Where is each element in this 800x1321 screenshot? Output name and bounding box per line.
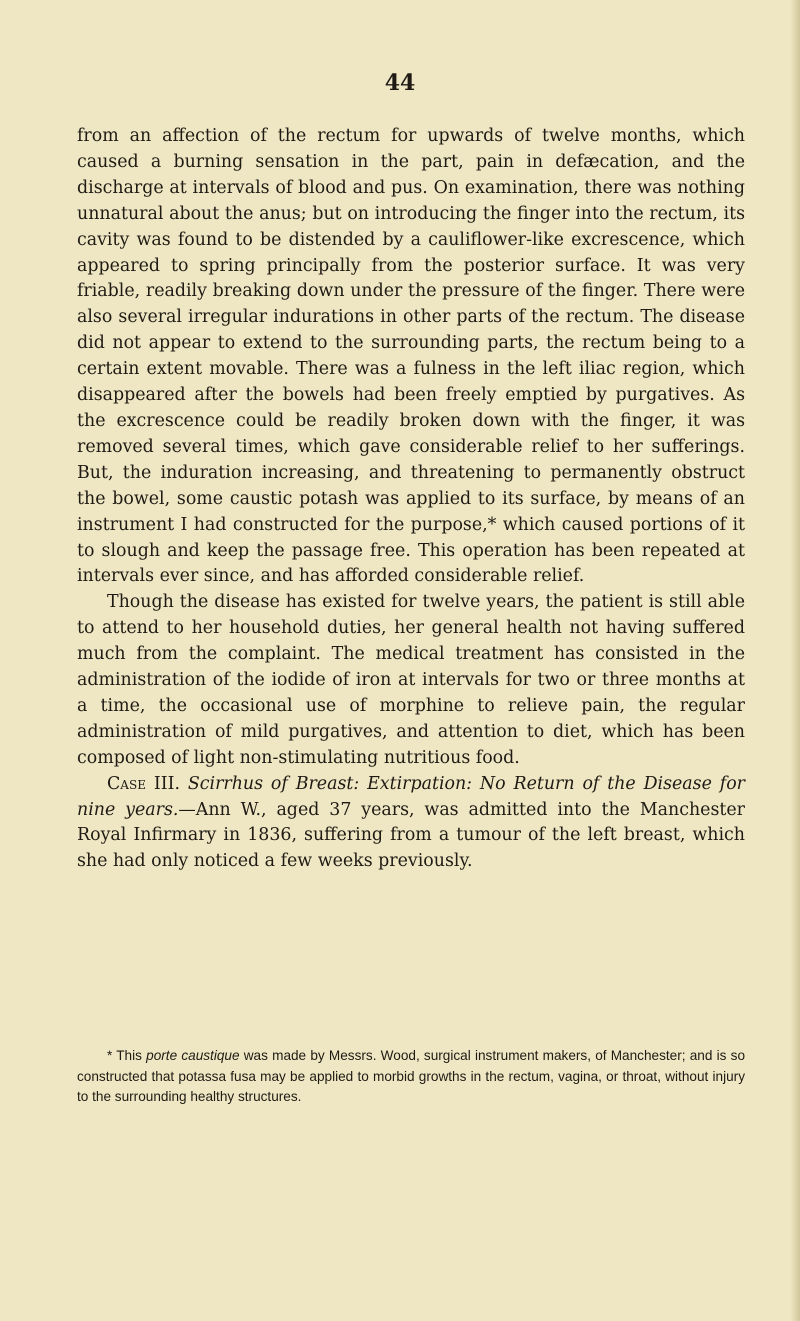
footnote-marker: * This bbox=[107, 1048, 147, 1063]
footnote bbox=[77, 1046, 745, 1108]
case-title: Scirrhus of Breast: Extirpation: No Return of the Disease for nine years. bbox=[77, 773, 745, 820]
page-number: 44 bbox=[384, 70, 416, 96]
case-label: Case III. bbox=[107, 773, 180, 794]
case-text: —Ann W., aged 37 years, was admitted into the Manchester Royal Infirmary in 1836, suffering from a tumour of the left breast, which she had only noticed a few weeks previously. bbox=[77, 799, 745, 872]
paragraph-case-three bbox=[77, 772, 745, 876]
page-edge-shadow bbox=[790, 0, 800, 1321]
footnote-italic: porte caustique bbox=[146, 1048, 240, 1063]
paragraph-continuation: from an affection of the rectum for upwards of twelve months, which caused a burning sensation in the part, pain in defæcation, and the discharge at intervals of blood and pus. On examination, there was nothing unnatural about the anus; but on introducing the finger into the rectum, its cavity was found to be distended by a cauliflower-like excrescence, which appeared to spring principally from the posterior surface. It was very friable, readily breaking down under the pressure of the finger. There were also several irregular indurations in other parts of the rectum. The disease did not appear to extend to the surrounding parts, the rectum being to a certain extent movable. There was a fulness in the left iliac region, which disappeared after the bowels had been freely emptied by purgatives. As the excrescence could be readily broken down with the finger, it was removed several times, which gave considerable relief to her sufferings. But, the induration increasing, and threatening to permanently obstruct the bowel, some caustic potash was applied to its surface, by means of an instrument I had constructed for the purpose,* which caused portions of it to slough and keep the passage free. This operation has been repeated at intervals ever since, and has afforded considerable relief. bbox=[77, 126, 745, 587]
body-text bbox=[77, 124, 745, 875]
paragraph-treatment: Though the disease has existed for twelve years, the patient is still able to attend to her household duties, her general health not having suffered much from the complaint. The medical treatment has consisted in the administration of the iodide of iron at intervals for two or three months at a time, the occasional use of morphine to relieve pain, the regular administration of mild purgatives, and attention to diet, which has been composed of light non-stimulating nutritious food. bbox=[77, 592, 745, 768]
footnote-text: was made by Messrs. Wood, surgical instrument makers, of Manchester; and is so constructed that potassa fusa may be applied to morbid growths in the rectum, vagina, or throat, without injury to the surrounding healthy structures. bbox=[77, 1048, 746, 1104]
